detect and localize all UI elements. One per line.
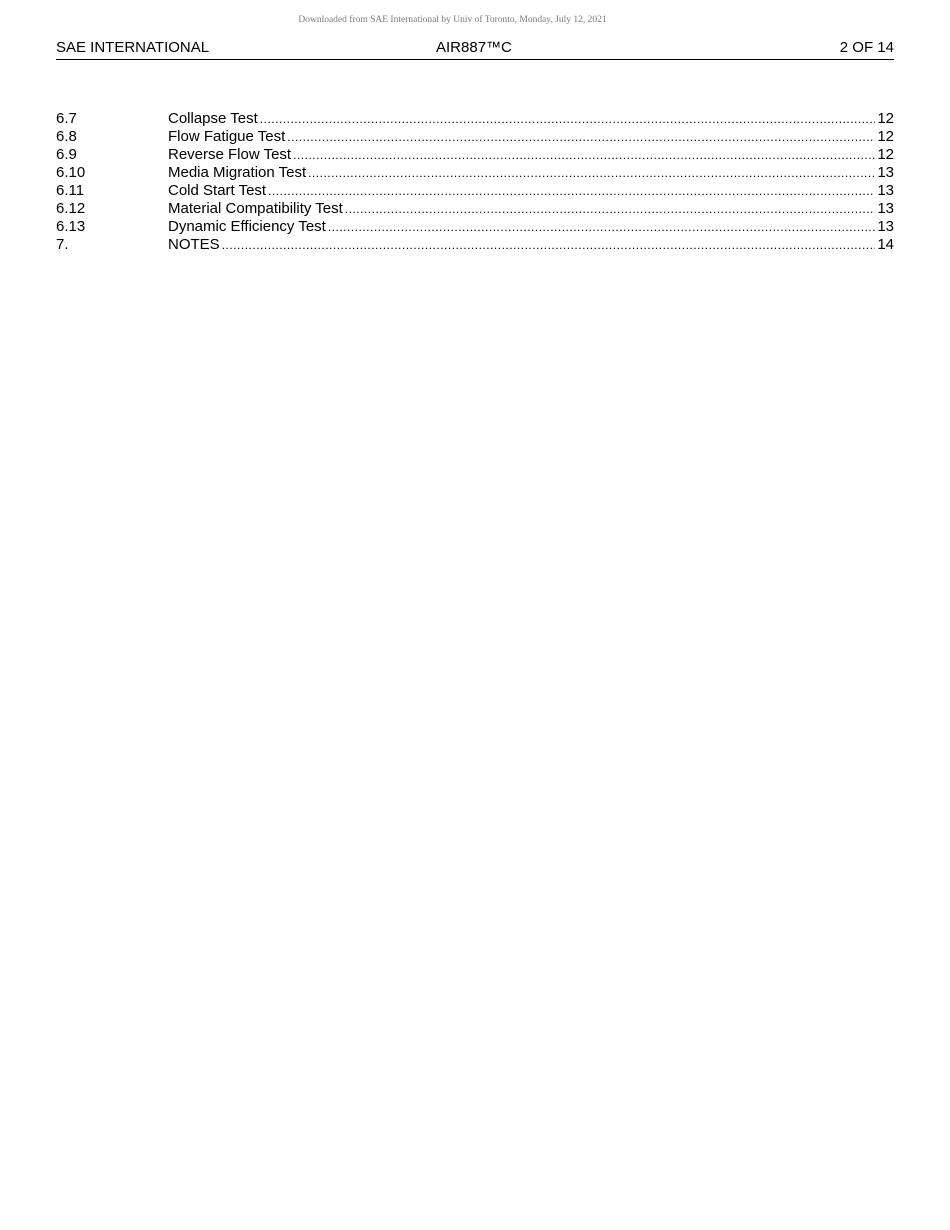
toc-entry <box>56 236 894 254</box>
toc-section-title: Media Migration Test <box>168 164 307 181</box>
toc-dot-leader <box>260 110 876 128</box>
toc-page-number: 14 <box>877 236 894 253</box>
toc-section-number: 6.9 <box>56 146 77 163</box>
toc-dot-leader <box>293 146 875 164</box>
toc-section-title: Reverse Flow Test <box>168 146 292 163</box>
toc-section-title: Collapse Test <box>168 110 258 127</box>
toc-section-title: Dynamic Efficiency Test <box>168 218 326 235</box>
toc-section-number: 6.13 <box>56 218 86 235</box>
organization-name: SAE INTERNATIONAL <box>56 39 210 56</box>
toc-dot-leader <box>345 200 876 218</box>
toc-page-number: 12 <box>877 128 894 145</box>
toc-page-number: 13 <box>877 164 894 181</box>
download-watermark-note: Downloaded from SAE International by Univ of Toronto, Monday, July 12, 2021 <box>298 15 607 25</box>
page-header <box>56 38 894 60</box>
toc-section-number: 6.7 <box>56 110 77 127</box>
toc-page-number: 13 <box>877 200 894 217</box>
toc-section-title: Material Compatibility Test <box>168 200 343 217</box>
toc-dot-leader <box>268 182 875 200</box>
page-number: 2 OF 14 <box>839 39 894 56</box>
toc-dot-leader <box>308 164 875 182</box>
toc-section-title: Flow Fatigue Test <box>168 128 286 145</box>
toc-dot-leader <box>328 218 875 236</box>
toc-entry <box>56 146 894 164</box>
toc-section-number: 6.11 <box>56 182 85 199</box>
toc-page-number: 12 <box>877 110 894 127</box>
toc-page-number: 13 <box>877 218 894 235</box>
toc-section-number: 6.10 <box>56 164 86 181</box>
toc-entry <box>56 164 894 182</box>
toc-section-title: NOTES <box>168 236 220 253</box>
toc-entry <box>56 218 894 236</box>
document-id: AIR887™C <box>436 39 512 56</box>
toc-entry <box>56 128 894 146</box>
toc-section-number: 6.8 <box>56 128 77 145</box>
toc-entry <box>56 182 894 200</box>
toc-page-number: 12 <box>877 146 894 163</box>
toc-dot-leader <box>222 236 876 254</box>
toc-page-number: 13 <box>877 182 894 199</box>
toc-section-number: 6.12 <box>56 200 86 217</box>
toc-entry <box>56 110 894 128</box>
table-of-contents <box>56 110 894 254</box>
toc-section-title: Cold Start Test <box>168 182 267 199</box>
toc-entry <box>56 200 894 218</box>
toc-dot-leader <box>287 128 875 146</box>
toc-section-number: 7. <box>56 236 69 253</box>
